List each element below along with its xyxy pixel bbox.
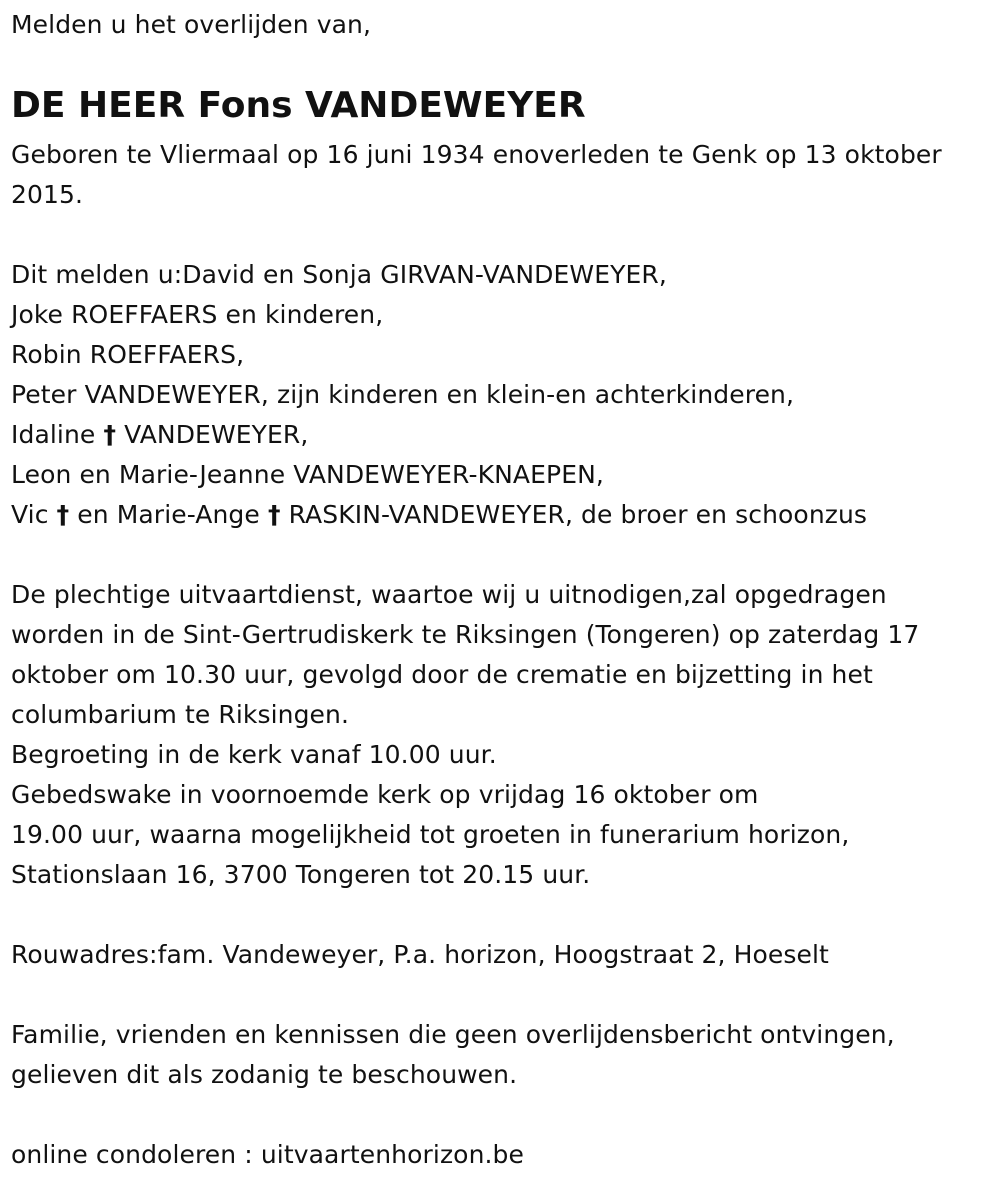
family-line-5 (11, 415, 308, 455)
mourning-address: Rouwadres:fam. Vandeweyer, P.a. horizon, Hoogstraat 2, Hoeselt (11, 940, 829, 969)
service-line-3: oktober om 10.30 uur, gevolgd door de crematie en bijzetting in het (11, 660, 873, 689)
service-line-7: 19.00 uur, waarna mogelijkheid tot groeten in funerarium horizon, (11, 820, 850, 849)
notice-line-2: gelieven dit als zodanig te beschouwen. (11, 1060, 518, 1089)
online-condolences: online condoleren : uitvaartenhorizon.be (11, 1140, 525, 1169)
family-line-7 (11, 495, 867, 535)
family-member-marie-ange: en Marie-Ange (77, 500, 260, 529)
intro-text: Melden u het overlijden van, (11, 10, 372, 39)
service-line-4: columbarium te Riksingen. (11, 700, 350, 729)
birth-death-line-1: Geboren te Vliermaal op 16 juni 1934 enoverleden te Genk op 13 oktober (11, 140, 942, 169)
cross-icon: † (103, 420, 117, 449)
birth-death-line-2: 2015. (11, 180, 84, 209)
family-line-3: Robin ROEFFAERS, (11, 340, 245, 369)
service-line-2: worden in de Sint-Gertrudiskerk te Riksingen (Tongeren) op zaterdag 17 (11, 620, 920, 649)
cross-icon: † (56, 500, 70, 529)
family-line-4: Peter VANDEWEYER, zijn kinderen en klein-en achterkinderen, (11, 380, 795, 409)
family-member-idaline: Idaline (11, 420, 96, 449)
service-line-1: De plechtige uitvaartdienst, waartoe wij u uitnodigen,zal opgedragen (11, 580, 887, 609)
family-line-6: Leon en Marie-Jeanne VANDEWEYER-KNAEPEN, (11, 460, 604, 489)
service-line-8: Stationslaan 16, 3700 Tongeren tot 20.15 uur. (11, 860, 591, 889)
service-line-6: Gebedswake in voornoemde kerk op vrijdag 16 oktober om (11, 780, 759, 809)
deceased-name-heading: DE HEER Fons VANDEWEYER (11, 85, 586, 126)
family-member-idaline-surname: VANDEWEYER, (124, 420, 309, 449)
family-line-2: Joke ROEFFAERS en kinderen, (11, 300, 384, 329)
notice-line-1: Familie, vrienden en kennissen die geen overlijdensbericht ontvingen, (11, 1020, 895, 1049)
family-member-vic: Vic (11, 500, 49, 529)
family-member-raskin: RASKIN-VANDEWEYER, de broer en schoonzus (288, 500, 868, 529)
cross-icon: † (267, 500, 281, 529)
family-line-1: Dit melden u:David en Sonja GIRVAN-VANDEWEYER, (11, 260, 667, 289)
service-line-5: Begroeting in de kerk vanaf 10.00 uur. (11, 740, 497, 769)
